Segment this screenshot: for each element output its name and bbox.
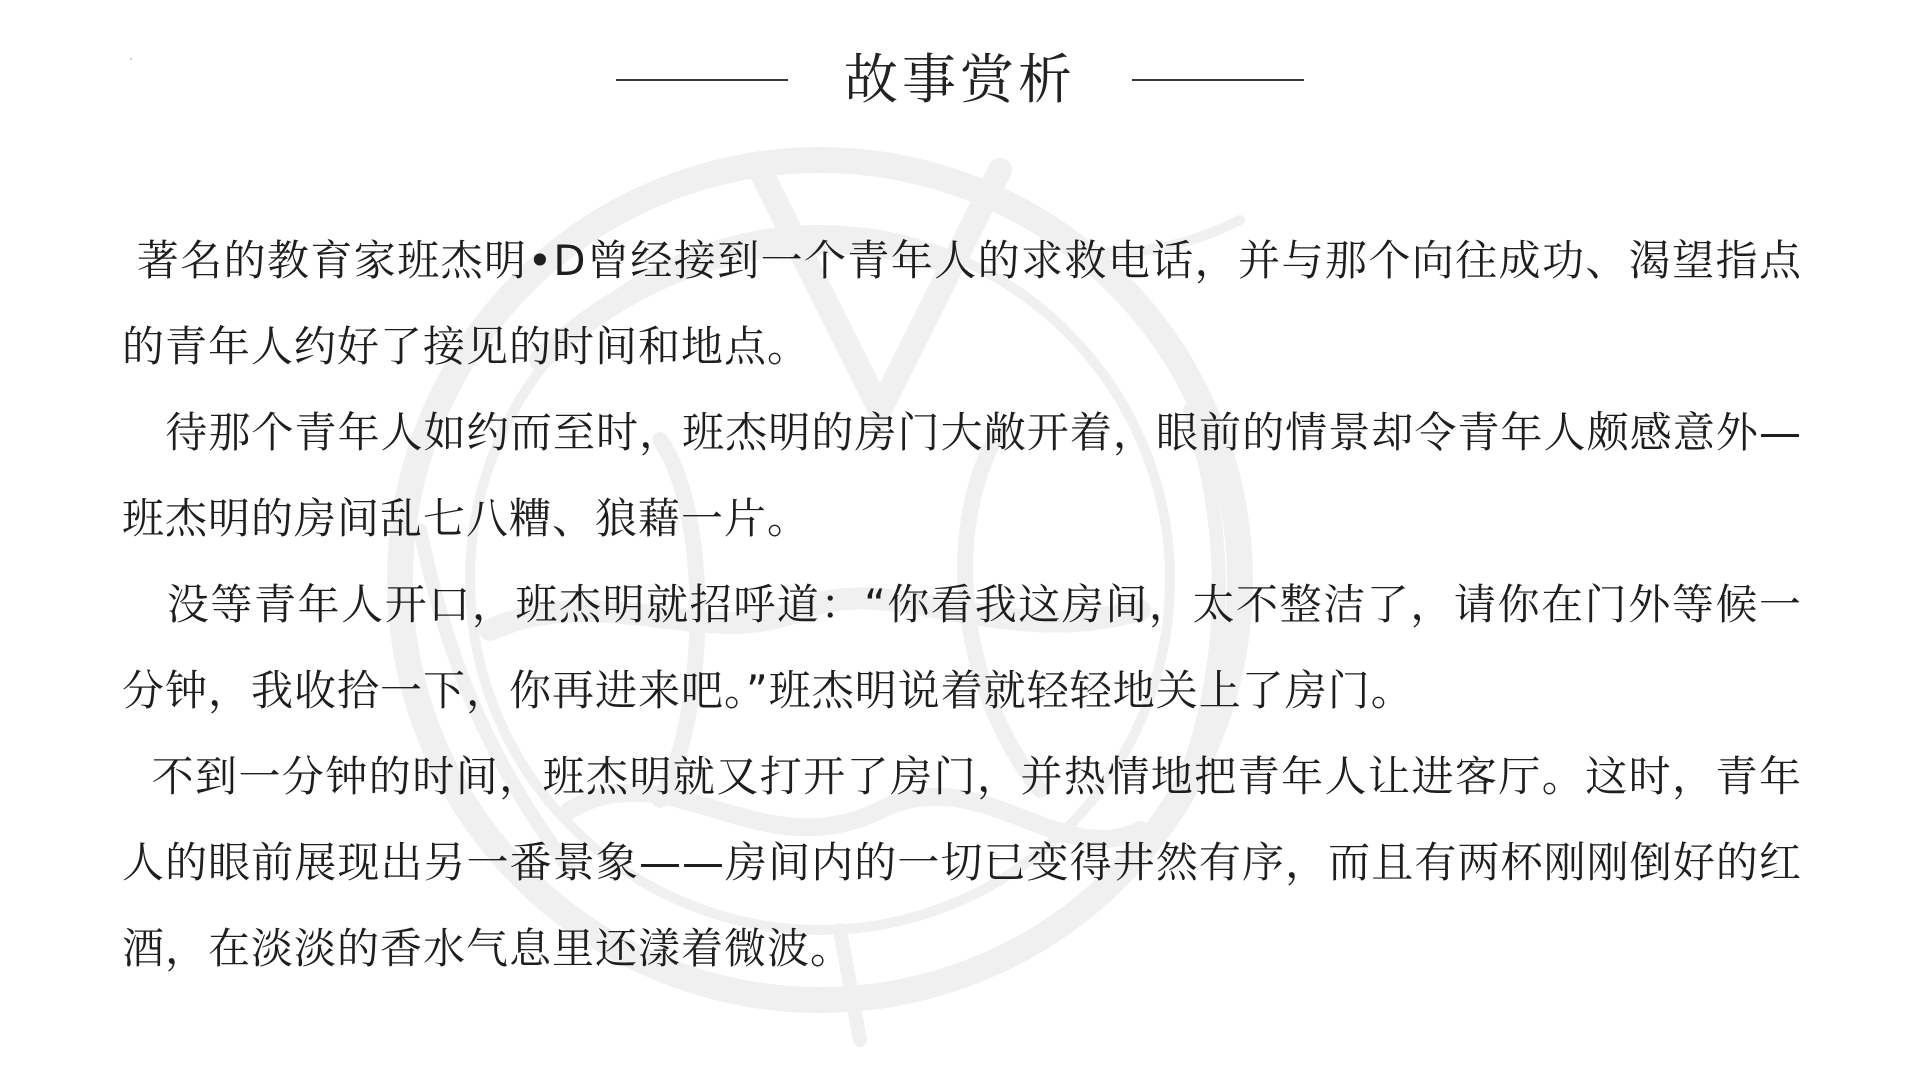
title-right-rule — [1132, 79, 1304, 81]
story-paragraph: 不到一分钟的时间，班杰明就又打开了房门，并热情地把青年人让进客厅。这时，青年人的眼前展现出另一番景象——房间内的一切已变得井然有序，而且有两杯刚刚倒好的红酒，在淡淡的香水气息里还漾着微波。 — [122, 752, 1802, 973]
story-paragraph: 待那个青年人如约而至时，班杰明的房门大敞开着，眼前的情景却令青年人颇感意外—班杰明的房间乱七八糟、狼藉一片。 — [122, 408, 1802, 543]
slide-header — [0, 40, 1920, 120]
story-text-block — [122, 218, 1802, 992]
story-paragraph: 没等青年人开口，班杰明就招呼道：“你看我这房间，太不整洁了，请你在门外等候一分钟，我收拾一下，你再进来吧。”班杰明说着就轻轻地关上了房门。 — [122, 580, 1802, 715]
slide-title: 故事赏析 — [844, 48, 1076, 111]
title-left-rule — [616, 79, 788, 81]
story-paragraph: 著名的教育家班杰明•D曾经接到一个青年人的求救电话，并与那个向往成功、渴望指点的青年人约好了接见的时间和地点。 — [122, 236, 1802, 371]
